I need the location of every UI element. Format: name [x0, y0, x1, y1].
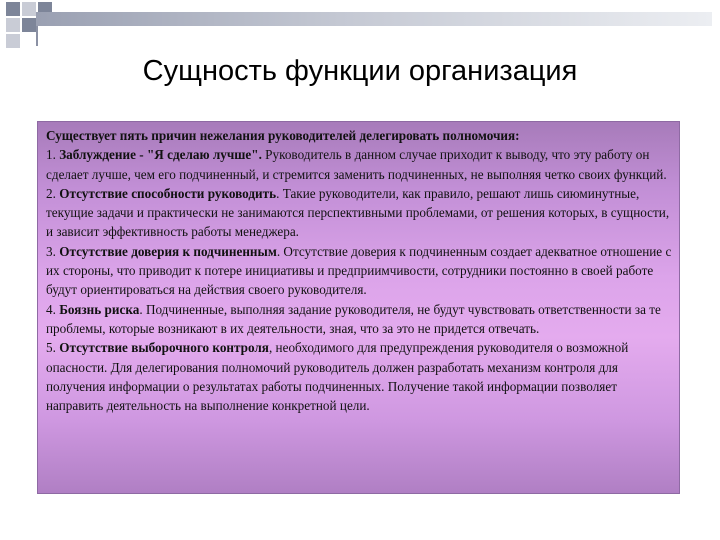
- header-gradient-bar: [36, 12, 712, 26]
- reason-heading: Боязнь риска: [59, 301, 140, 317]
- reason-item: 2. Отсутствие способности руководить. Такие руководители, как правило, решают лишь сиюминутные, текущие задачи и практически не занимаются перспективными проблемами, от решения которых, в сущности, и зависит эффективность работы менеджера.: [46, 185, 670, 240]
- reason-heading: Отсутствие способности руководить: [59, 185, 277, 201]
- decor-square: [6, 34, 20, 48]
- reason-item: 3. Отсутствие доверия к подчиненным. Отсутствие доверия к подчиненным создает адекватное отношение с их стороны, что приводит к потере инициативы и предприимчивости, сотрудники постоянно в своей работе будут ориентироваться на действия своего руководителя.: [46, 243, 672, 298]
- content-box: [37, 121, 680, 494]
- reason-heading: Отсутствие доверия к подчиненным: [59, 243, 277, 259]
- reason-heading: Заблуждение - "Я сделаю лучше".: [59, 147, 262, 163]
- decor-square: [22, 2, 36, 16]
- intro-text: Существует пять причин нежелания руководителей делегировать полномочия:: [46, 128, 520, 143]
- decor-square: [6, 2, 20, 16]
- reason-item: 4. Боязнь риска. Подчиненные, выполняя задание руководителя, не будут чувствовать ответственности за те проблемы, которые возникают в их деятельности, зная, что за это не придется отвечать.: [46, 301, 661, 336]
- slide-title: Сущность функции организация: [142, 55, 578, 87]
- header-divider: [36, 26, 38, 46]
- reason-item: 1. Заблуждение - "Я сделаю лучше". Руководитель в данном случае приходит к выводу, что эту работу он сделает лучше, чем его подчиненный, и стремится заменить подчиненных, не выполняя четко своих функций.: [46, 147, 667, 182]
- decor-square: [22, 18, 36, 32]
- reason-item: 5. Отсутствие выборочного контроля, необходимого для предупреждения руководителя о возможной опасности. Для делегирования полномочий руководитель должен разработать механизм контроля для получения информации о результатах работы подчиненных. Получение такой информации позволяет направить деятельность на выполнение конкретной цели.: [46, 340, 629, 414]
- reason-heading: Отсутствие выборочного контроля: [59, 340, 269, 356]
- decor-square: [6, 18, 20, 32]
